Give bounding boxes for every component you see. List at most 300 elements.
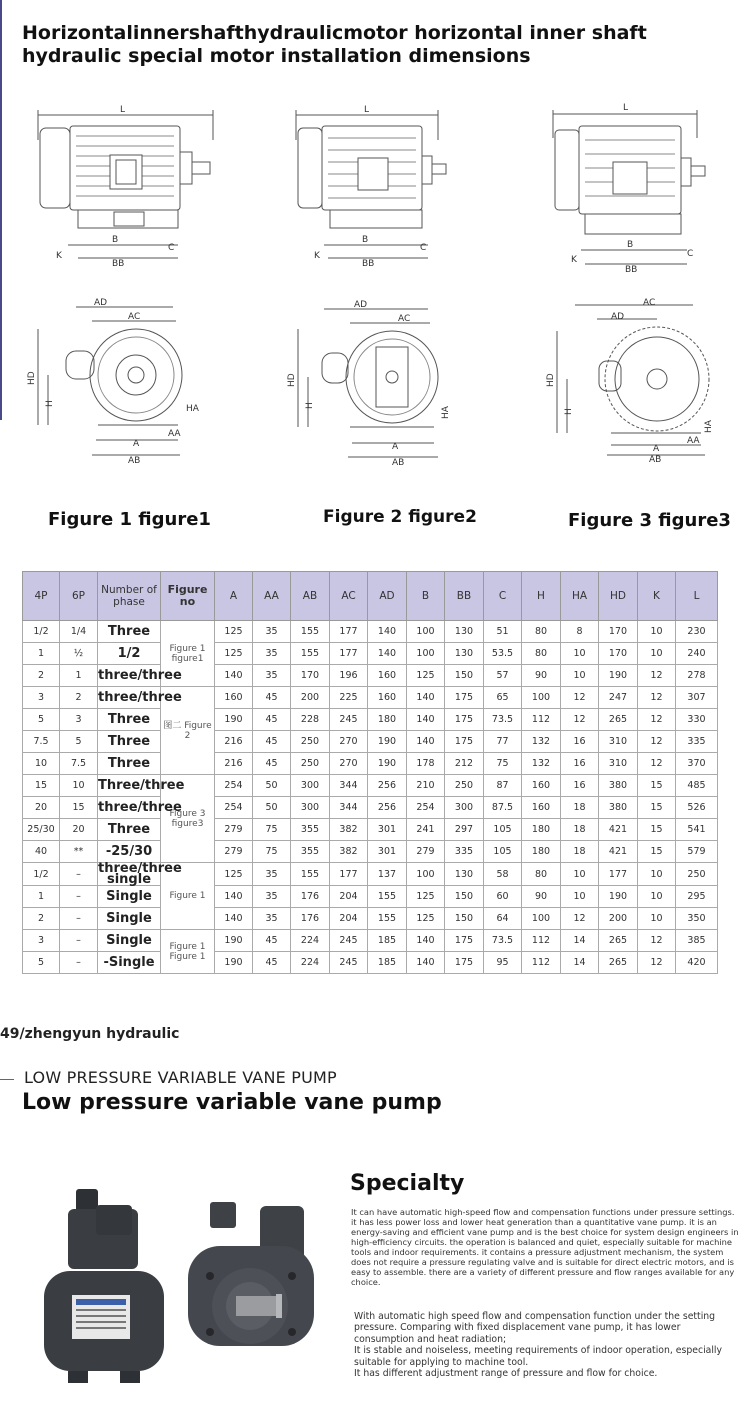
specialty-paragraph: It can have automatic high-speed flow and compensation functions under pressure settings. it has less power loss and lower heat generation than a quantitative vane pump. it is an energy-saving and efficient vane pump and is the best choice for system design engineers in high-efficiency circuits. the operation is balanced and quiet, especially suitable for machine tools and indoor requirements. it contains a pressure adjustment mechanism, the system does not require a pressure regulating valve and is suitable for direct electric motors, and is easy to assemble. there are a variety of different pressure and flow ranges available for any choice. [351, 1207, 739, 1287]
table-cell: 100 [522, 687, 561, 709]
table-cell: 90 [522, 665, 561, 687]
table-cell: 177 [330, 621, 368, 643]
table-cell: 100 [407, 621, 445, 643]
dim-label-L-2: L [364, 105, 370, 115]
table-cell: – [60, 886, 98, 908]
table-cell: – [60, 863, 98, 886]
table-cell: 45 [253, 753, 291, 775]
table-cell: 335 [676, 731, 718, 753]
specialty-heading: Specialty [350, 1171, 465, 1196]
table-cell: 35 [253, 908, 291, 930]
table-cell: 265 [599, 930, 638, 952]
table-cell: 210 [407, 775, 445, 797]
table-cell: 75 [253, 819, 291, 841]
specialty-line-2: It is stable and noiseless, meeting requirements of indoor operation, especially suitable for applying to machine tool. [354, 1345, 723, 1368]
table-cell: 1 [60, 665, 98, 687]
table-cell: 140 [407, 731, 445, 753]
table-cell: 140 [215, 665, 253, 687]
table-cell: 15 [23, 775, 60, 797]
table-cell: 15 [638, 841, 676, 863]
table-cell: 310 [599, 731, 638, 753]
table-cell: 185 [368, 930, 407, 952]
table-cell: 140 [407, 687, 445, 709]
table-cell: 16 [561, 775, 599, 797]
table-cell: 254 [215, 797, 253, 819]
table-cell: 330 [676, 709, 718, 731]
table-cell: 20 [23, 797, 60, 819]
table-cell: 224 [291, 952, 330, 974]
table-cell: 15 [60, 797, 98, 819]
table-cell: 421 [599, 841, 638, 863]
table-cell: 130 [445, 643, 484, 665]
table-cell: 175 [445, 687, 484, 709]
table-cell: 2 [23, 908, 60, 930]
table-cell: 5 [60, 731, 98, 753]
table-cell: 177 [330, 863, 368, 886]
table-cell: 132 [522, 753, 561, 775]
table-cell: 256 [368, 797, 407, 819]
table-cell: 155 [368, 886, 407, 908]
dim-label-AC-2: AC [398, 314, 411, 324]
table-cell: 150 [445, 886, 484, 908]
table-cell: 12 [561, 908, 599, 930]
table-cell: 160 [368, 687, 407, 709]
table-cell: 12 [638, 731, 676, 753]
table-cell: 140 [368, 643, 407, 665]
table-cell: 125 [215, 863, 253, 886]
dimensions-table [22, 571, 718, 974]
table-cell: 18 [561, 841, 599, 863]
table-cell: 45 [253, 687, 291, 709]
table-cell: ** [60, 841, 98, 863]
figure2-caption: Figure 2 figure2 [323, 507, 477, 527]
dim-label-BB-3: BB [625, 265, 638, 275]
table-cell: 10 [23, 753, 60, 775]
table-cell: 216 [215, 753, 253, 775]
table-cell: 16 [561, 753, 599, 775]
page-title: Horizontalinnershafthydraulicmotor horizontal inner shaft hydraulic special motor installation dimensions [22, 22, 647, 67]
table-cell: 100 [522, 908, 561, 930]
table-cell: 125 [215, 621, 253, 643]
table-cell: – [60, 952, 98, 974]
table-cell: 250 [676, 863, 718, 886]
dim-label-C-3: C [687, 249, 694, 259]
table-cell: 14 [561, 952, 599, 974]
table-cell: 420 [676, 952, 718, 974]
table-row [23, 687, 718, 709]
table-cell: 245 [330, 709, 368, 731]
table-cell: 3 [60, 709, 98, 731]
table-cell: 175 [445, 709, 484, 731]
table-cell: 40 [23, 841, 60, 863]
table-cell: 485 [676, 775, 718, 797]
table-cell: – [60, 908, 98, 930]
table-cell: 300 [291, 797, 330, 819]
table-cell: 295 [676, 886, 718, 908]
table-cell: 190 [368, 731, 407, 753]
table-cell: 60 [484, 886, 522, 908]
dim-label-C: C [168, 243, 175, 253]
figure-ref-cell: Figure 1 figure1 [161, 621, 215, 687]
table-cell: 2 [23, 665, 60, 687]
table-cell: 385 [676, 930, 718, 952]
phase-cell: Three [98, 731, 161, 753]
table-cell: 75 [253, 841, 291, 863]
column-header: AB [291, 572, 330, 621]
table-cell: 90 [522, 886, 561, 908]
dim-label-AD-3: AD [611, 312, 625, 322]
table-cell: 300 [445, 797, 484, 819]
table-cell: 355 [291, 819, 330, 841]
table-cell: 180 [522, 819, 561, 841]
table-cell: 87 [484, 775, 522, 797]
table-cell: 254 [407, 797, 445, 819]
table-cell: 300 [291, 775, 330, 797]
section-subtitle: LOW PRESSURE VARIABLE VANE PUMP [24, 1068, 337, 1087]
dim-label-K-3: K [571, 255, 577, 265]
table-cell: 45 [253, 930, 291, 952]
table-cell: 241 [407, 819, 445, 841]
figure3-side-view [545, 100, 715, 275]
column-header: A [215, 572, 253, 621]
table-cell: 175 [445, 952, 484, 974]
left-edge-bar [0, 0, 2, 420]
figure-ref-cell: 图二 Figure 2 [161, 687, 215, 775]
phase-cell: three/three [98, 797, 161, 819]
table-cell: 140 [407, 930, 445, 952]
table-cell: – [60, 930, 98, 952]
dim-label-A-2: A [392, 442, 399, 452]
phase-cell: Single [98, 908, 161, 930]
table-cell: 140 [407, 952, 445, 974]
table-cell: 170 [599, 621, 638, 643]
table-cell: 105 [484, 841, 522, 863]
dim-label-HA-2: HA [441, 406, 451, 419]
table-cell: 180 [522, 841, 561, 863]
table-row [23, 621, 718, 643]
column-header: 4P [23, 572, 60, 621]
column-header: AD [368, 572, 407, 621]
table-cell: 279 [407, 841, 445, 863]
table-cell: 50 [253, 797, 291, 819]
dim-label-AB-3: AB [649, 455, 662, 465]
table-cell: 579 [676, 841, 718, 863]
column-header: AC [330, 572, 368, 621]
dim-label-AC: AC [128, 312, 141, 322]
table-cell: 5 [23, 709, 60, 731]
dim-label-HD: HD [27, 371, 37, 385]
table-cell: 175 [445, 930, 484, 952]
table-cell: 112 [522, 952, 561, 974]
table-cell: 250 [291, 753, 330, 775]
table-cell: 155 [368, 908, 407, 930]
table-row [23, 775, 718, 797]
table-cell: 160 [368, 665, 407, 687]
table-cell: 228 [291, 709, 330, 731]
phase-cell: Three/three [98, 775, 161, 797]
table-cell: 297 [445, 819, 484, 841]
table-cell: 212 [445, 753, 484, 775]
table-cell: 270 [330, 731, 368, 753]
table-cell: 18 [561, 819, 599, 841]
table-row [23, 709, 718, 731]
figure1-caption: Figure 1 figure1 [48, 509, 211, 530]
table-cell: 112 [522, 930, 561, 952]
column-header: HA [561, 572, 599, 621]
table-cell: 3 [23, 930, 60, 952]
table-cell: 155 [291, 643, 330, 665]
column-header: AA [253, 572, 291, 621]
table-cell: 190 [599, 665, 638, 687]
table-cell: 137 [368, 863, 407, 886]
table-cell: 12 [638, 665, 676, 687]
phase-cell: Single [98, 930, 161, 952]
table-cell: 196 [330, 665, 368, 687]
table-cell: 8 [561, 621, 599, 643]
dim-label-AD-2: AD [354, 300, 368, 310]
phase-cell: Single [98, 886, 161, 908]
table-cell: 382 [330, 819, 368, 841]
table-cell: 1 [23, 886, 60, 908]
table-header-row [23, 572, 718, 621]
table-cell: 80 [522, 863, 561, 886]
table-cell: 10 [561, 863, 599, 886]
table-cell: 10 [638, 863, 676, 886]
table-cell: 132 [522, 731, 561, 753]
figure3-front-view [545, 295, 720, 465]
table-cell: 3 [23, 687, 60, 709]
table-cell: 204 [330, 908, 368, 930]
table-cell: 20 [60, 819, 98, 841]
dim-label-K-2: K [314, 251, 320, 261]
table-cell: 45 [253, 952, 291, 974]
phase-cell: -25/30 [98, 841, 161, 863]
dim-label-HD-2: HD [287, 373, 297, 387]
figure-ref-cell: Figure 1 Figure 1 [161, 930, 215, 974]
table-cell: 1/2 [23, 863, 60, 886]
table-cell: 5 [23, 952, 60, 974]
table-cell: 45 [253, 731, 291, 753]
table-cell: 35 [253, 665, 291, 687]
table-cell: 301 [368, 819, 407, 841]
table-cell: 170 [291, 665, 330, 687]
table-cell: 125 [407, 908, 445, 930]
table-cell: 176 [291, 886, 330, 908]
column-header: K [638, 572, 676, 621]
table-cell: 150 [445, 665, 484, 687]
figure-ref-cell: Figure 1 [161, 863, 215, 930]
dim-label-K: K [56, 251, 62, 261]
table-cell: 270 [330, 753, 368, 775]
dim-label-B: B [112, 235, 119, 245]
table-cell: 125 [215, 643, 253, 665]
table-cell: 10 [638, 643, 676, 665]
dim-label-C-2: C [420, 243, 427, 253]
dim-label-H-3: H [564, 408, 574, 415]
table-cell: 224 [291, 930, 330, 952]
table-cell: 380 [599, 797, 638, 819]
table-cell: 15 [638, 775, 676, 797]
table-cell: 279 [215, 819, 253, 841]
table-cell: 160 [522, 797, 561, 819]
table-body [23, 621, 718, 974]
dim-label-A-3: A [653, 444, 660, 454]
table-cell: 230 [676, 621, 718, 643]
dim-label-B-3: B [627, 240, 634, 250]
table-cell: 12 [561, 687, 599, 709]
table-cell: 10 [561, 665, 599, 687]
table-cell: 7.5 [23, 731, 60, 753]
table-cell: 58 [484, 863, 522, 886]
phase-cell: three/three [98, 665, 161, 687]
table-row [23, 643, 718, 665]
table-cell: 541 [676, 819, 718, 841]
table-cell: 10 [638, 621, 676, 643]
table-cell: 35 [253, 621, 291, 643]
table-row [23, 930, 718, 952]
table-cell: 160 [522, 775, 561, 797]
specialty-paragraph-2 [354, 1311, 734, 1379]
table-cell: 2 [60, 687, 98, 709]
footer-note: 49/zhengyun hydraulic [0, 1026, 180, 1042]
figure2-front-view [288, 295, 468, 470]
table-cell: 250 [445, 775, 484, 797]
dim-label-BB: BB [112, 259, 125, 269]
table-cell: 12 [638, 709, 676, 731]
table-cell: 250 [291, 731, 330, 753]
table-cell: 10 [638, 908, 676, 930]
table-cell: 190 [368, 753, 407, 775]
vane-pump-side-image [180, 1196, 325, 1380]
column-header: C [484, 572, 522, 621]
table-cell: 130 [445, 863, 484, 886]
table-cell: 204 [330, 886, 368, 908]
table-cell: 176 [291, 908, 330, 930]
table-cell: 35 [253, 886, 291, 908]
table-cell: 10 [60, 775, 98, 797]
dim-label-HA: HA [186, 404, 199, 414]
table-cell: 50 [253, 775, 291, 797]
dim-label-HA-3: HA [704, 420, 714, 433]
table-cell: 10 [638, 886, 676, 908]
dim-label-AC-3: AC [643, 298, 656, 308]
table-cell: 45 [253, 709, 291, 731]
table-cell: 150 [445, 908, 484, 930]
table-cell: 190 [599, 886, 638, 908]
table-cell: 65 [484, 687, 522, 709]
table-cell: 344 [330, 797, 368, 819]
table-cell: 15 [638, 797, 676, 819]
table-cell: 25/30 [23, 819, 60, 841]
table-cell: 370 [676, 753, 718, 775]
table-cell: 35 [253, 643, 291, 665]
table-cell: 301 [368, 841, 407, 863]
table-cell: 180 [368, 709, 407, 731]
vane-pump-front-image [38, 1185, 168, 1389]
phase-cell: three/three single [98, 861, 182, 887]
figure3-caption: Figure 3 figure3 [568, 510, 731, 531]
table-cell: 307 [676, 687, 718, 709]
table-cell: 254 [215, 775, 253, 797]
table-cell: 355 [291, 841, 330, 863]
dim-label-L-3: L [623, 103, 629, 113]
table-cell: 140 [407, 709, 445, 731]
table-cell: 245 [330, 930, 368, 952]
table-cell: 245 [330, 952, 368, 974]
table-cell: 526 [676, 797, 718, 819]
table-cell: ½ [60, 643, 98, 665]
table-cell: 140 [215, 886, 253, 908]
table-cell: 100 [407, 643, 445, 665]
table-cell: 380 [599, 775, 638, 797]
table-cell: 140 [215, 908, 253, 930]
column-header: Figure no [161, 572, 215, 621]
figure1-side-view [28, 100, 228, 270]
table-cell: 382 [330, 841, 368, 863]
table-cell: 130 [445, 621, 484, 643]
specialty-line-1: With automatic high speed flow and compensation function under the setting pressure. Comparing with fixed displacement vane pump, it has lower consumption and heat radiation; [354, 1311, 716, 1345]
dim-label-H-2: H [305, 402, 315, 409]
table-cell: 10 [561, 643, 599, 665]
table-cell: 310 [599, 753, 638, 775]
dim-label-L: L [120, 105, 126, 115]
column-header: B [407, 572, 445, 621]
table-cell: 53.5 [484, 643, 522, 665]
table-cell: 170 [599, 643, 638, 665]
table-cell: 200 [291, 687, 330, 709]
specialty-line-3: It has different adjustment range of pressure and flow for choice. [354, 1368, 658, 1380]
table-cell: 64 [484, 908, 522, 930]
dim-label-AD: AD [94, 298, 108, 308]
table-cell: 278 [676, 665, 718, 687]
table-cell: 75 [484, 753, 522, 775]
table-cell: 155 [291, 863, 330, 886]
table-cell: 100 [407, 863, 445, 886]
figure2-side-view [288, 100, 458, 270]
table-cell: 200 [599, 908, 638, 930]
table-cell: 12 [638, 930, 676, 952]
column-header: BB [445, 572, 484, 621]
table-cell: 1/4 [60, 621, 98, 643]
table-cell: 12 [638, 753, 676, 775]
table-cell: 51 [484, 621, 522, 643]
table-row [23, 886, 718, 908]
phase-cell: -Single [98, 952, 161, 974]
dim-label-AB: AB [128, 456, 141, 466]
table-cell: 80 [522, 621, 561, 643]
phase-cell: Three [98, 621, 161, 643]
table-cell: 16 [561, 731, 599, 753]
table-cell: 140 [368, 621, 407, 643]
table-cell: 190 [215, 930, 253, 952]
table-row [23, 952, 718, 974]
dim-label-AA: AA [168, 429, 181, 439]
table-cell: 12 [638, 687, 676, 709]
dim-label-BB-2: BB [362, 259, 375, 269]
dim-label-A: A [133, 439, 140, 449]
table-cell: 175 [445, 731, 484, 753]
dim-label-B-2: B [362, 235, 369, 245]
table-row [23, 863, 718, 886]
column-header: HD [599, 572, 638, 621]
table-cell: 112 [522, 709, 561, 731]
table-cell: 87.5 [484, 797, 522, 819]
table-row [23, 797, 718, 819]
section-title: Low pressure variable vane pump [22, 1090, 442, 1115]
phase-cell: Three [98, 709, 161, 731]
table-cell: 421 [599, 819, 638, 841]
table-cell: 125 [407, 886, 445, 908]
